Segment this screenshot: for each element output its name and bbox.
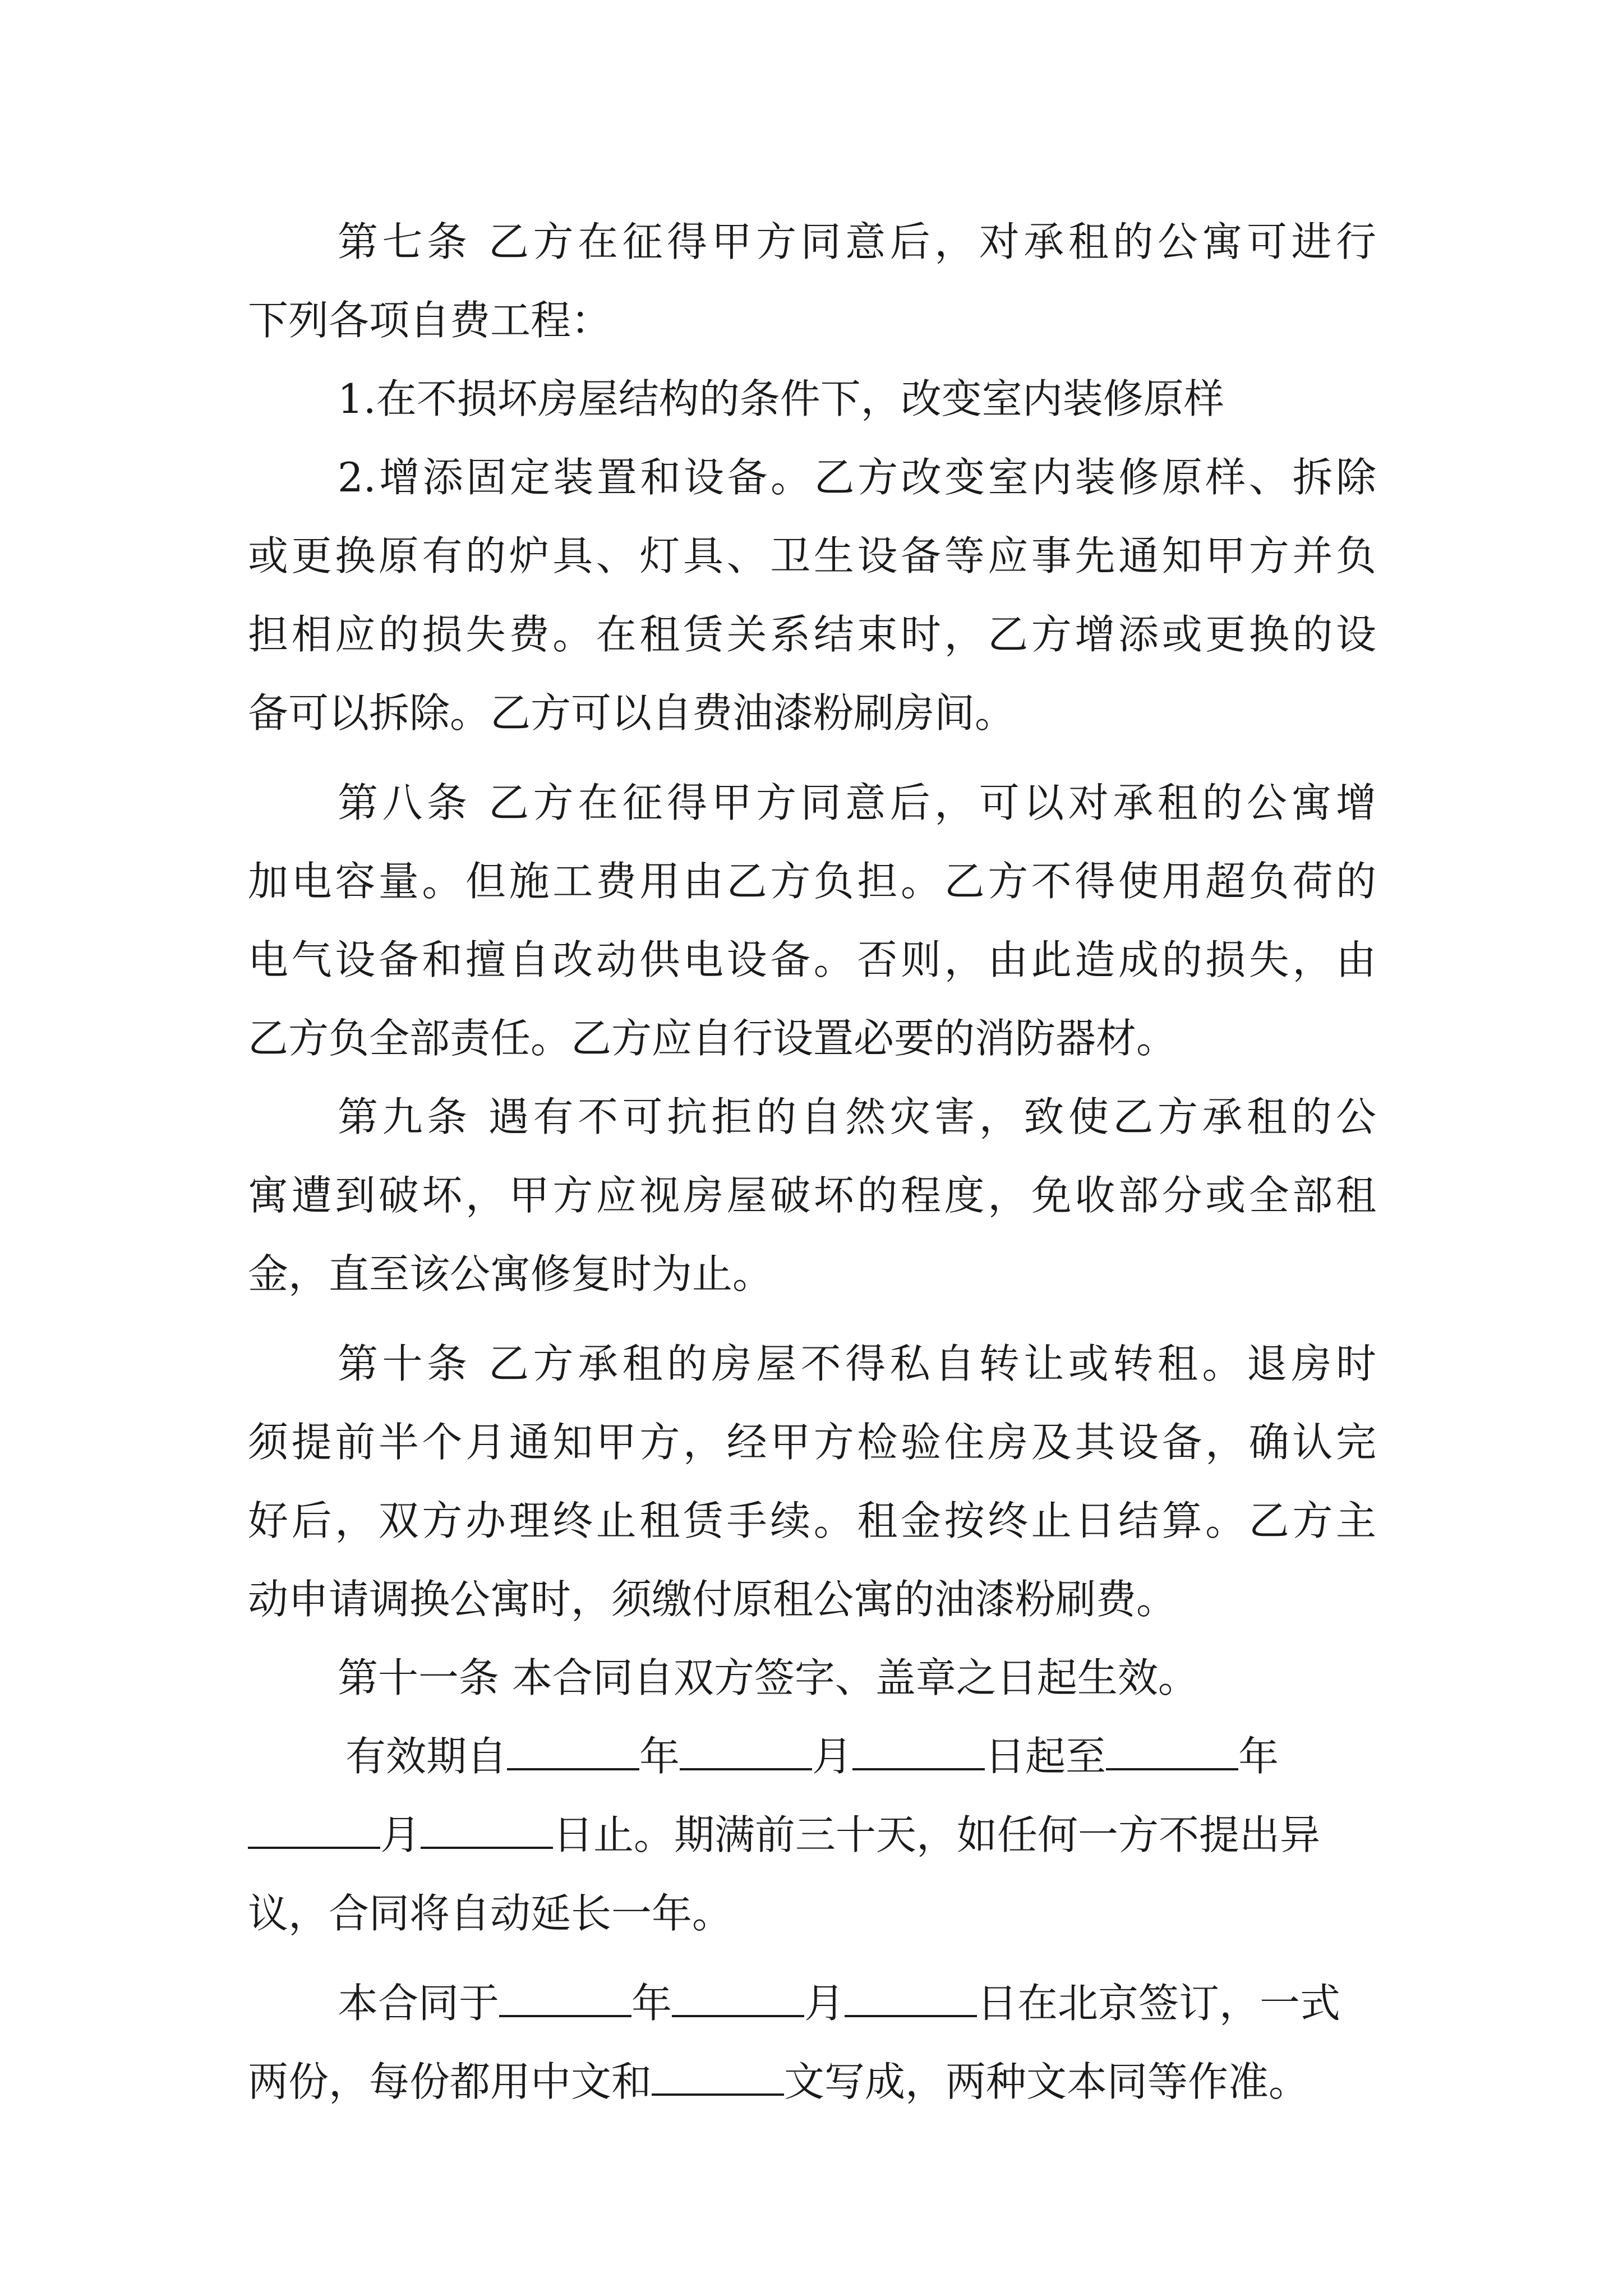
paragraph-line: 好后，双方办理终止租赁手续。租金按终止日结算。乙方主 [248, 1497, 1376, 1544]
paragraph-line: 担相应的损失费。在租赁关系结束时，乙方增添或更换的设 [248, 611, 1376, 658]
signing-line [338, 1975, 1340, 2031]
signing-text: 文写成，两种文本同等作准。 [784, 2058, 1310, 2105]
paragraph-line: 第七条 乙方在征得甲方同意后，对承租的公寓可进行 [338, 218, 1376, 265]
paragraph-line: 第十条 乙方承租的房屋不得私自转让或转租。退房时 [338, 1340, 1376, 1387]
validity-text: 年 [1238, 1733, 1279, 1780]
paragraph-line: 第九条 遇有不可抗拒的自然灾害，致使乙方承租的公 [338, 1093, 1376, 1140]
blank-line [507, 1734, 639, 1770]
paragraph-line: 第十一条 本合同自双方签字、盖章之日起生效。 [338, 1654, 1198, 1701]
signing-text: 两份，每份都用中文和 [248, 2058, 652, 2105]
paragraph-line: 电气设备和擅自改动供电设备。否则，由此造成的损失，由 [248, 936, 1376, 983]
paragraph-line: 寓遭到破坏，甲方应视房屋破坏的程度，免收部分或全部租 [248, 1172, 1376, 1219]
paragraph-line: 加电容量。但施工费用由乙方负担。乙方不得使用超负荷的 [248, 858, 1376, 905]
paragraph-line: 2.增添固定装置和设备。乙方改变室内装修原样、拆除 [338, 454, 1376, 501]
paragraph-line: 动申请调换公寓时，须缴付原租公寓的油漆粉刷费。 [248, 1576, 1177, 1623]
validity-line: 议，合同将自动延长一年。 [248, 1890, 733, 1937]
blank-line [248, 1813, 380, 1849]
signing-text: 年 [631, 1980, 672, 2027]
signing-text: 本合同于 [338, 1980, 500, 2027]
blank-line [672, 1981, 804, 2017]
paragraph-line: 1.在不损坏房屋结构的条件下，改变室内装修原样 [338, 375, 1224, 422]
validity-text: 月 [812, 1733, 853, 1780]
paragraph-line: 备可以拆除。乙方可以自费油漆粉刷房间。 [248, 689, 1016, 737]
blank-line [1106, 1734, 1238, 1770]
signing-text: 月 [804, 1980, 845, 2027]
signing-line [248, 2054, 1309, 2110]
validity-text: 月 [380, 1811, 421, 1858]
paragraph-line: 金，直至该公寓修复时为止。 [248, 1250, 773, 1297]
paragraph-line: 乙方负全部责任。乙方应自行设置必要的消防器材。 [248, 1015, 1177, 1062]
paragraph-line: 下列各项自费工程： [248, 297, 612, 344]
validity-text: 有效期自 [345, 1733, 508, 1780]
validity-text: 日止。期满前三十天，如任何一方不提出异 [553, 1811, 1321, 1858]
blank-line [421, 1813, 553, 1849]
validity-line [345, 1728, 1279, 1784]
validity-text: 年 [639, 1733, 680, 1780]
blank-line [499, 1981, 631, 2017]
paragraph-line: 第八条 乙方在征得甲方同意后，可以对承租的公寓增 [338, 779, 1376, 826]
blank-line [652, 2060, 784, 2096]
blank-line [680, 1734, 812, 1770]
paragraph-line: 或更换原有的炉具、灯具、卫生设备等应事先通知甲方并负 [248, 532, 1376, 579]
paragraph-line: 须提前半个月通知甲方，经甲方检验住房及其设备，确认完 [248, 1419, 1376, 1466]
blank-line [852, 1734, 985, 1770]
signing-text: 日在北京签订，一式 [977, 1980, 1341, 2027]
validity-text: 日起至 [985, 1733, 1106, 1780]
validity-line [248, 1807, 1320, 1863]
blank-line [845, 1981, 977, 2017]
